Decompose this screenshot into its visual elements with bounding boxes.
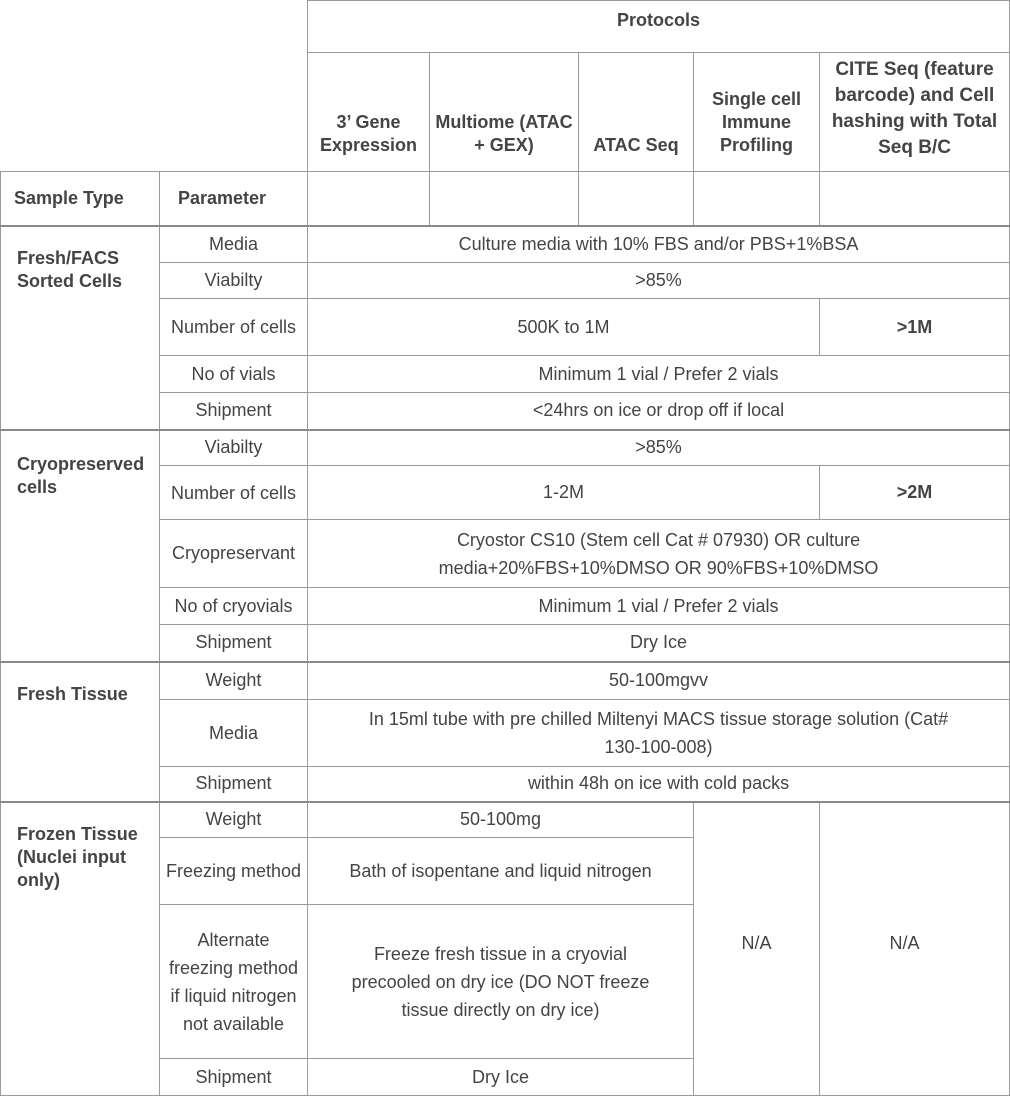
param-no-of-vials: No of vials <box>160 356 308 393</box>
value-viability: >85% <box>308 430 1010 466</box>
value-weight: 50-100mg <box>308 802 694 838</box>
param-cryopreservant: Cryopreservant <box>160 520 308 588</box>
col-header-single-cell-immune: Single cell Immune Profiling <box>694 53 820 172</box>
sample-type-header: Sample Type <box>1 172 160 226</box>
empty-header-cell <box>694 172 820 226</box>
parameter-header: Parameter <box>160 172 308 226</box>
param-media: Media <box>160 226 308 263</box>
empty-header-cell <box>579 172 694 226</box>
blank-corner-cell <box>1 1 308 172</box>
value-shipment: within 48h on ice with cold packs <box>308 767 1010 802</box>
param-viability: Viabilty <box>160 263 308 299</box>
value-cite-number-of-cells: >2M <box>820 466 1010 520</box>
empty-header-cell <box>430 172 579 226</box>
param-alternate-freezing: Alternate freezing method if liquid nitrogen not available <box>160 905 308 1059</box>
value-viability: >85% <box>308 263 1010 299</box>
value-shipment: Dry Ice <box>308 625 1010 662</box>
param-shipment: Shipment <box>160 393 308 430</box>
param-shipment: Shipment <box>160 625 308 662</box>
param-number-of-cells: Number of cells <box>160 299 308 356</box>
value-freezing-method: Bath of isopentane and liquid nitrogen <box>308 838 694 905</box>
param-weight: Weight <box>160 802 308 838</box>
value-number-of-cells: 500K to 1M <box>308 299 820 356</box>
value-media: In 15ml tube with pre chilled Miltenyi MACS tissue storage solution (Cat# 130-100-008) <box>308 700 1010 767</box>
param-no-of-cryovials: No of cryovials <box>160 588 308 625</box>
value-na-immune: N/A <box>694 802 820 1096</box>
value-media: Culture media with 10% FBS and/or PBS+1%BSA <box>308 226 1010 263</box>
param-viability: Viabilty <box>160 430 308 466</box>
value-shipment: <24hrs on ice or drop off if local <box>308 393 1010 430</box>
protocols-title: Protocols <box>308 1 1010 53</box>
col-header-cite-seq: CITE Seq (feature barcode) and Cell hashing with Total Seq B/C <box>820 53 1010 172</box>
col-header-atac-seq: ATAC Seq <box>579 53 694 172</box>
group-frozen-tissue: Frozen Tissue (Nuclei input only) <box>1 802 160 1096</box>
value-number-of-cells: 1-2M <box>308 466 820 520</box>
value-cite-number-of-cells: >1M <box>820 299 1010 356</box>
empty-header-cell <box>820 172 1010 226</box>
col-header-multiome: Multiome (ATAC + GEX) <box>430 53 579 172</box>
group-fresh-tissue: Fresh Tissue <box>1 662 160 802</box>
param-number-of-cells: Number of cells <box>160 466 308 520</box>
param-shipment: Shipment <box>160 767 308 802</box>
value-na-cite: N/A <box>820 802 1010 1096</box>
group-fresh-facs: Fresh/FACS Sorted Cells <box>1 226 160 430</box>
value-no-of-vials: Minimum 1 vial / Prefer 2 vials <box>308 356 1010 393</box>
param-weight: Weight <box>160 662 308 700</box>
value-alternate-freezing: Freeze fresh tissue in a cryovial precooled on dry ice (DO NOT freeze tissue directly on dry ice) <box>308 905 694 1059</box>
param-freezing-method: Freezing method <box>160 838 308 905</box>
col-header-3-gene-expression: 3’ Gene Expression <box>308 53 430 172</box>
param-media: Media <box>160 700 308 767</box>
empty-header-cell <box>308 172 430 226</box>
param-shipment: Shipment <box>160 1059 308 1096</box>
group-cryopreserved: Cryopreserved cells <box>1 430 160 662</box>
value-cryopreservant: Cryostor CS10 (Stem cell Cat # 07930) OR culture media+20%FBS+10%DMSO OR 90%FBS+10%DMSO <box>308 520 1010 588</box>
value-weight: 50-100mgvv <box>308 662 1010 700</box>
value-shipment: Dry Ice <box>308 1059 694 1096</box>
value-no-of-cryovials: Minimum 1 vial / Prefer 2 vials <box>308 588 1010 625</box>
